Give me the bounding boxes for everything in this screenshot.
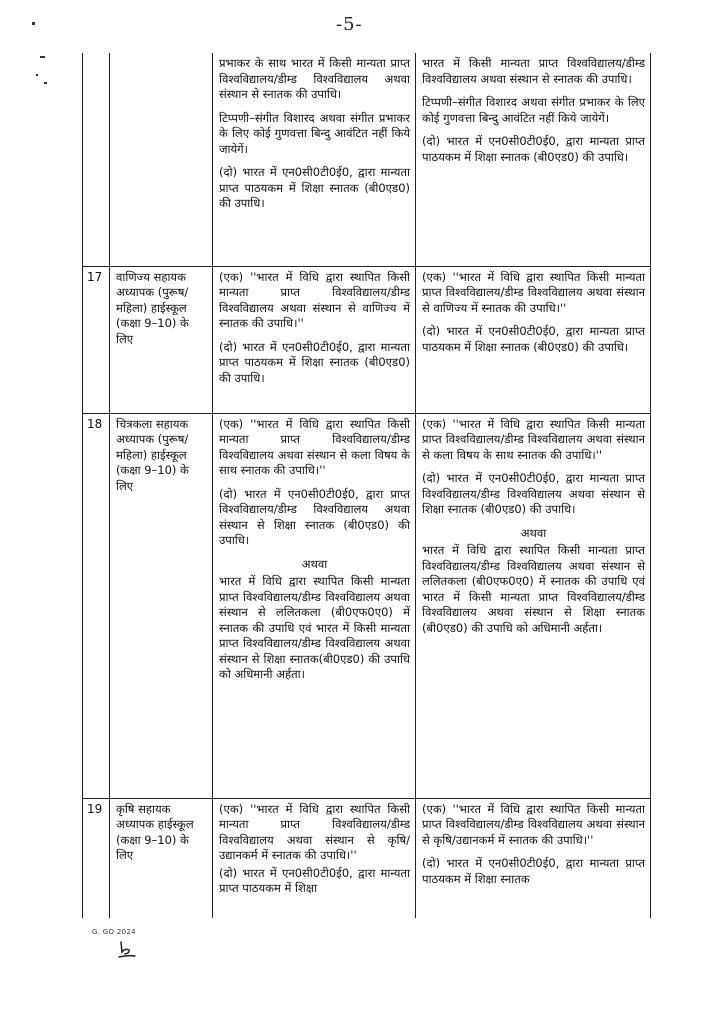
- qualification-para: भारत में किसी मान्यता प्राप्त विश्वविद्यालय/डीम्ड विश्वविद्यालय अथवा संस्थान से स्नातक की उपाधि।: [422, 56, 645, 86]
- qualification-para: (दो) भारत में एन0सी0टी0ई0, द्वारा मान्यता प्राप्त पाठयकम में शिक्षा स्नातक (बी0एड0) की उपाधि।: [422, 324, 645, 354]
- serial-number: 17: [83, 266, 110, 413]
- page-number: -5-: [336, 14, 363, 35]
- serial-number: 18: [83, 413, 110, 798]
- table-row: [83, 266, 651, 413]
- qualification-para: (एक) ''भारत में विधि द्वारा स्थापित किसी मान्यता प्राप्त विश्वविद्यालय/डीम्ड विश्वविद्यालय अथवा संस्थान से वाणिज्य में स्नातक की उपाधि।'': [422, 269, 645, 315]
- new-qualification-cell: [416, 266, 651, 413]
- serial-number: [83, 53, 110, 266]
- new-qualification-cell: [416, 413, 651, 798]
- table-row: [83, 53, 651, 266]
- old-qualification-cell: [213, 413, 416, 798]
- qualification-para: (दो) भारत में एन0सी0टी0ई0, द्वारा प्राप्त विश्वविद्यालय/डीम्ड विश्वविद्यालय अथवा संस्थान से शिक्षा स्नातक (बी0एड0) की उपाधि।: [219, 486, 410, 547]
- preferential-qualification: भारत में विधि द्वारा स्थापित किसी मान्यता प्राप्त विश्वविद्यालय/डीम्ड विश्वविद्यालय अथवा संस्थान से ललितकला (बी0एफ0ए0) में स्नातक की उपाधि एवं भारत में किसी मान्यता प्राप्त विश्वविद्यालय/डीम्ड विश्वविद्यालय अथवा संस्थान से शिक्षा स्नातक (बी0एड0) की उपाधि को अधिमानी अर्हता।: [422, 543, 645, 635]
- qualification-table: [82, 53, 651, 918]
- initials-signature-mark: [116, 938, 138, 960]
- post-name: [110, 53, 213, 266]
- post-name: वाणिज्य सहायक अध्यापक (पुरूष/महिला) हाईस्कूल (कक्षा 9–10) के लिए: [110, 266, 213, 413]
- qualification-para: (एक) ''भारत में विधि द्वारा स्थापित किसी मान्यता प्राप्त विश्वविद्यालय/डीम्ड विश्वविद्यालय अथवा संस्थान से कृषि/उद्यानकर्म में स्नातक की उपाधि।'': [422, 801, 645, 847]
- qualification-para: (दो) भारत में एन0सी0टी0ई0, द्वारा मान्यता प्राप्त पाठयकम में शिक्षा: [219, 865, 410, 895]
- post-name: कृषि सहायक अध्यापक हाईस्कूल (कक्षा 9–10) के लिए: [110, 798, 213, 918]
- qualification-para: (एक) ''भारत में विधि द्वारा स्थापित किसी मान्यता प्राप्त विश्वविद्यालय/डीम्ड विश्वविद्यालय अथवा संस्थान से कृषि/उद्यानकर्म में स्नातक की उपाधि।'': [219, 801, 410, 862]
- qualification-para: (एक) ''भारत में विधि द्वारा स्थापित किसी मान्यता प्राप्त विश्वविद्यालय/डीम्ड विश्वविद्यालय अथवा संस्थान से कला विषय के साथ स्नातक की उपाधि।'': [422, 416, 645, 462]
- qualification-para: (दो) भारत में एन0सी0टी0ई0, द्वारा मान्यता प्राप्त पाठयकम में शिक्षा स्नातक (बी0एड0) की उपाधि।: [422, 134, 645, 164]
- qualification-para: प्रभाकर के साथ भारत में किसी मान्यता प्राप्त विश्वविद्यालय/डीम्ड विश्वविद्यालय अथवा संस्थान से स्नातक की उपाधि।: [219, 56, 410, 101]
- table-row: [83, 798, 651, 918]
- new-qualification-cell: [416, 798, 651, 918]
- preferential-qualification: भारत में विधि द्वारा स्थापित किसी मान्यता प्राप्त विश्वविद्यालय/डीम्ड विश्वविद्यालय अथवा संस्थान से ललितकला (बी0एफ0ए0) में स्नातक की उपाधि एवं भारत में किसी मान्यता प्राप्त विश्वविद्यालय/डीम्ड विश्वविद्यालय अथवा संस्थान से शिक्षा स्नातक(बी0एड0) की उपाधि को अधिमानी अर्हता।: [219, 574, 410, 681]
- qualification-para: (दो) भारत में एन0सी0टी0ई0, द्वारा मान्यता प्राप्त पाठयकम में शिक्षा स्नातक: [422, 856, 645, 886]
- qualification-para: (एक) ''भारत में विधि द्वारा स्थापित किसी मान्यता प्राप्त विश्वविद्यालय/डीम्ड विश्वविद्यालय अथवा संस्थान से कला विषय के साथ स्नातक की उपाधि।'': [219, 416, 410, 477]
- old-qualification-cell: [213, 53, 416, 266]
- or-separator: अथवा: [301, 556, 328, 571]
- old-qualification-cell: [213, 798, 416, 918]
- note-para: टिप्पणी–संगीत विशारद अथवा संगीत प्रभाकर के लिए कोई गुणवत्ता बिन्दु आवंटित नहीं किये जायेगें।: [422, 95, 645, 125]
- qualification-para: (दो) भारत में एन0सी0टी0ई0, द्वारा मान्यता प्राप्त विश्वविद्यालय/डीम्ड विश्वविद्यालय अथवा संस्थान से शिक्षा स्नातक (बी0एड0) की उपाधि।: [422, 471, 645, 516]
- old-qualification-cell: [213, 266, 416, 413]
- footer-code: G. GO 2024: [92, 928, 136, 936]
- scan-specks: [28, 16, 58, 126]
- post-name: चित्रकला सहायक अध्यापक (पुरूष/ महिला) हाईस्कूल (कक्षा 9–10) के लिए: [110, 413, 213, 798]
- qualification-para: (दो) भारत में एन0सी0टी0ई0, द्वारा मान्यता प्राप्त पाठयकम में शिक्षा स्नातक (बी0एड0) की उपाधि।: [219, 339, 410, 385]
- serial-number: 19: [83, 798, 110, 918]
- or-separator: अथवा: [520, 525, 547, 540]
- new-qualification-cell: [416, 53, 651, 266]
- qualification-para: (एक) ''भारत में विधि द्वारा स्थापित किसी मान्यता प्राप्त विश्वविद्यालय/डीम्ड विश्वविद्यालय अथवा संस्थान से वाणिज्य में स्नातक की उपाधि।'': [219, 269, 410, 330]
- note-para: टिप्पणी–संगीत विशारद अथवा संगीत प्रभाकर के लिए कोई गुणवत्ता बिन्दु आवंटित नहीं किये जायेगें।: [219, 110, 410, 156]
- qualification-para: (दो) भारत में एन0सी0टी0ई0, द्वारा मान्यता प्राप्त पाठयकम में शिक्षा स्नातक (बी0एड0) की उपाधि।: [219, 165, 410, 210]
- table-row: [83, 413, 651, 798]
